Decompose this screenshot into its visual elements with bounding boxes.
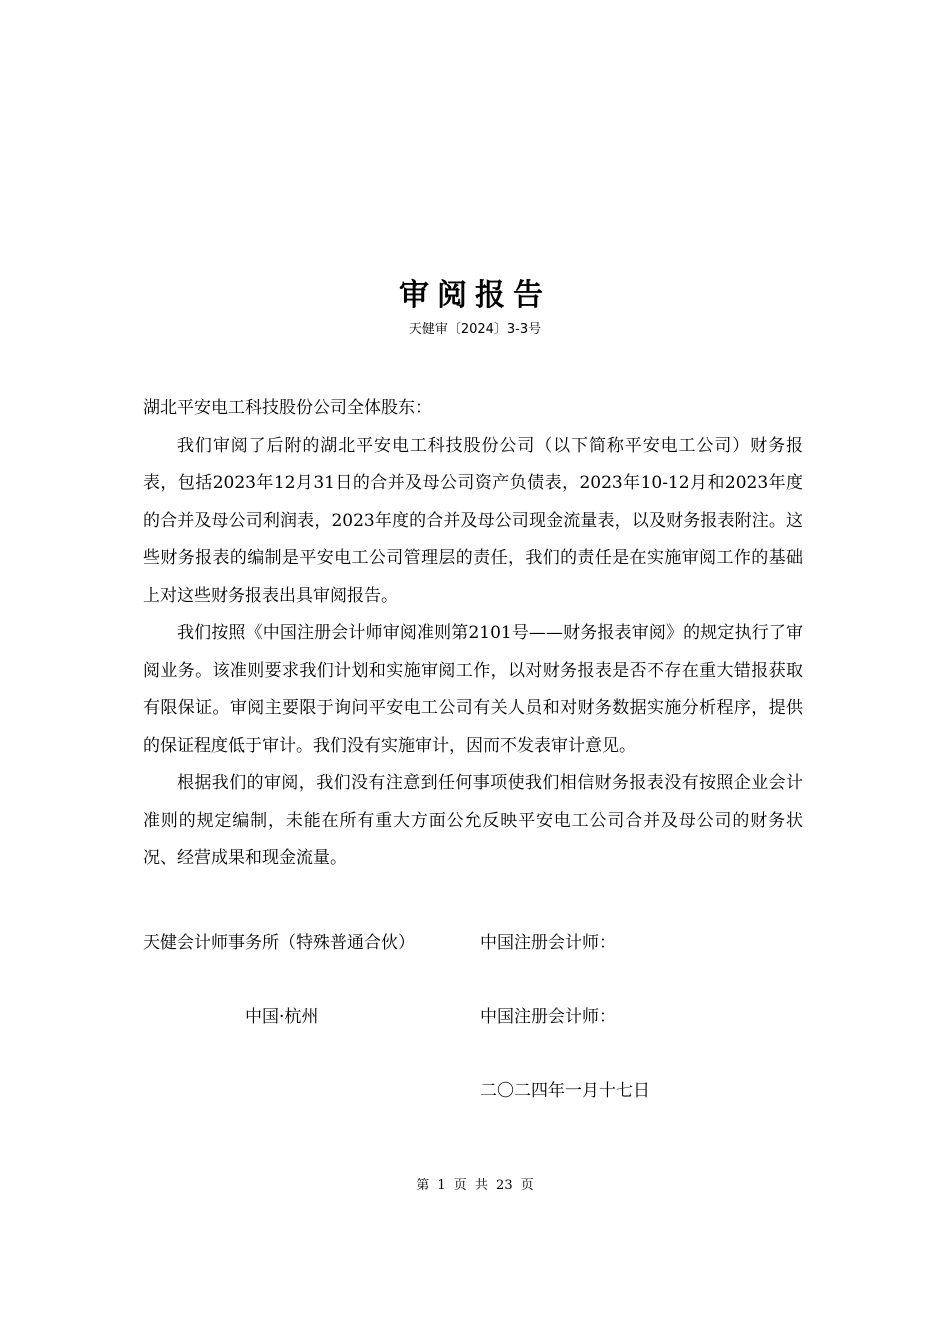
report-date: 二〇二四年一月十七日 <box>480 1081 650 1101</box>
firm-location: 中国·杭州 <box>245 1007 319 1027</box>
page-title: 审阅报告 <box>399 278 551 313</box>
report-body <box>143 390 803 878</box>
report-number: 天健审〔2024〕3-3号 <box>408 322 542 337</box>
firm-name: 天健会计师事务所（特殊普通合伙） <box>143 933 415 953</box>
salutation: 湖北平安电工科技股份公司全体股东： <box>143 398 432 418</box>
cpa-signature-1: 中国注册会计师： <box>480 933 616 953</box>
page-footer: 第 1 页 共 23 页 <box>416 1178 534 1193</box>
paragraph-review-conclusion: 根据我们的审阅，我们没有注意到任何事项使我们相信财务报表没有按照企业会计准则的规定编制，未能在所有重大方面公允反映平安电工公司合并及母公司的财务状况、经营成果和现金流量。 <box>143 773 803 868</box>
cpa-signature-2: 中国注册会计师： <box>480 1007 616 1027</box>
paragraph-review-standard: 我们按照《中国注册会计师审阅准则第2101号——财务报表审阅》的规定执行了审阅业务。该准则要求我们计划和实施审阅工作，以对财务报表是否不存在重大错报获取有限保证。审阅主要限于询问平安电工公司有关人员和对财务数据实施分析程序，提供的保证程度低于审计。我们没有实施审计，因而不发表审计意见。 <box>143 623 803 756</box>
paragraph-review-scope: 我们审阅了后附的湖北平安电工科技股份公司（以下简称平安电工公司）财务报表，包括2023年12月31日的合并及母公司资产负债表，2023年10-12月和2023年度的合并及母公司利润表，2023年度的合并及母公司现金流量表，以及财务报表附注。这些财务报表的编制是平安电工公司管理层的责任，我们的责任是在实施审阅工作的基础上对这些财务报表出具审阅报告。 <box>143 435 803 606</box>
